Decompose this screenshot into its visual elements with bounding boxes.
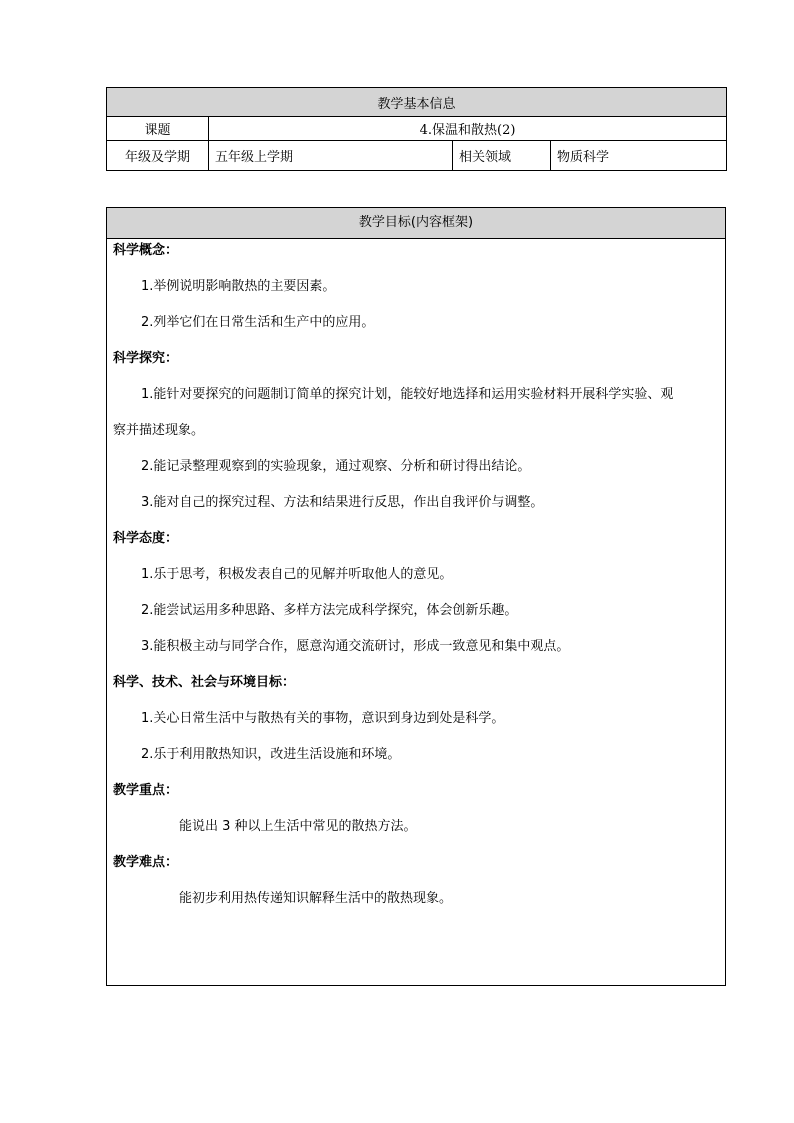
attitude-item-1: 1.乐于思考，积极发表自己的见解并听取他人的意见。 bbox=[141, 567, 453, 582]
attitude-title: 科学态度： bbox=[113, 531, 179, 546]
difficulty-title: 教学难点： bbox=[113, 855, 179, 870]
domain-label: 相关领域 bbox=[453, 141, 551, 171]
teaching-goals-box bbox=[106, 207, 726, 986]
lesson-label: 课题 bbox=[107, 117, 209, 141]
stse-item-1: 1.关心日常生活中与散热有关的事物，意识到身边到处是科学。 bbox=[141, 711, 505, 726]
inquiry-item-1: 1.能针对要探究的问题制订简单的探究计划，能较好地选择和运用实验材料开展科学实验、观 bbox=[141, 387, 674, 402]
concept-title: 科学概念： bbox=[113, 243, 179, 258]
attitude-item-2: 2.能尝试运用多种思路、多样方法完成科学探究，体会创新乐趣。 bbox=[141, 603, 518, 618]
difficulty-text: 能初步利用热传递知识解释生活中的散热现象。 bbox=[179, 891, 453, 906]
domain-value: 物质科学 bbox=[551, 141, 727, 171]
lesson-title: 4.保温和散热(2) bbox=[209, 117, 727, 141]
grade-value: 五年级上学期 bbox=[209, 141, 453, 171]
stse-item-2: 2.乐于利用散热知识，改进生活设施和环境。 bbox=[141, 747, 401, 762]
key-point-text: 能说出 3 种以上生活中常见的散热方法。 bbox=[179, 819, 417, 834]
concept-item-2: 2.列举它们在日常生活和生产中的应用。 bbox=[141, 315, 375, 330]
key-point-title: 教学重点： bbox=[113, 783, 179, 798]
basic-info-table bbox=[106, 87, 727, 171]
grade-label: 年级及学期 bbox=[107, 141, 209, 171]
teaching-goals-body bbox=[107, 233, 725, 917]
basic-info-header: 教学基本信息 bbox=[107, 88, 727, 117]
inquiry-item-3: 3.能对自己的探究过程、方法和结果进行反思，作出自我评价与调整。 bbox=[141, 495, 544, 510]
inquiry-item-2: 2.能记录整理观察到的实验现象，通过观察、分析和研讨得出结论。 bbox=[141, 459, 531, 474]
inquiry-title: 科学探究： bbox=[113, 351, 179, 366]
teaching-goals-header: 教学目标(内容框架) bbox=[107, 208, 725, 239]
inquiry-item-1-cont: 察并描述现象。 bbox=[113, 423, 205, 438]
concept-item-1: 1.举例说明影响散热的主要因素。 bbox=[141, 279, 336, 294]
attitude-item-3: 3.能积极主动与同学合作，愿意沟通交流研讨，形成一致意见和集中观点。 bbox=[141, 639, 570, 654]
stse-title: 科学、技术、社会与环境目标： bbox=[113, 675, 296, 690]
